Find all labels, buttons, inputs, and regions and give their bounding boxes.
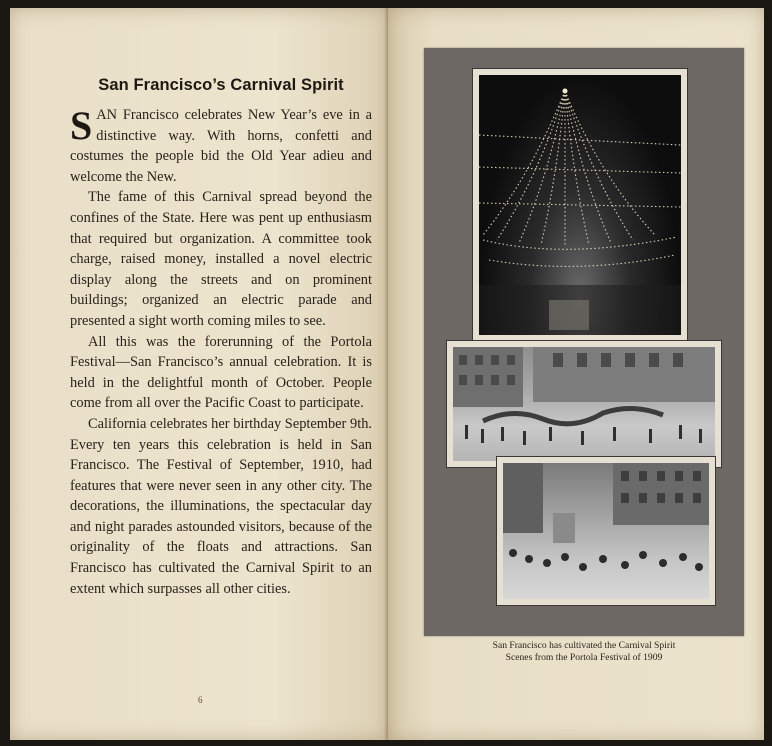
night-illumination-image (479, 75, 681, 335)
photo-crowd-procession (496, 456, 716, 606)
photo-night-illumination (472, 68, 688, 342)
paragraph-2: The fame of this Carnival spread beyond the confines of the State. Here was pent up enthusiasm that required but organization. A committee took charge, raised money, installed a novel electric display along the streets and on prominent buildings; organized an electric parade and presented a sight worth coming miles to see. (70, 189, 372, 329)
paragraph-1-text: AN Francisco celebrates New Year’s eve in a distinctive way. With horns, confetti and costumes the people bid the Old Year adieu and welcome the New. (70, 107, 372, 185)
paragraph-4: California celebrates her birthday September 9th. Every ten years this celebration is held in San Francisco. The Festival of September, 1910, had features that were never seen in any other city. The decorations, the illuminations, the spectacular day and night parades astounded visitors, because of the originality of the floats and attractions. San Francisco has cultivated the Carnival Spirit to an extent which surpasses all other cities. (70, 415, 372, 597)
light-tower-drawing (479, 75, 681, 335)
crowd-procession-image (503, 463, 709, 599)
caption-line-2: Scenes from the Portola Festival of 1909 (505, 652, 663, 663)
caption-line-1: San Francisco has cultivated the Carnival Spirit (492, 640, 676, 651)
photo-caption (424, 640, 744, 664)
drop-cap: S (70, 103, 93, 148)
photo-street-parade (446, 340, 722, 468)
left-page (10, 8, 388, 740)
photo-plate (424, 48, 744, 636)
right-page (388, 8, 764, 740)
paragraph-1 (70, 105, 372, 187)
street-scene-drawing (453, 347, 715, 461)
street-parade-image (453, 347, 715, 461)
crowd-scene-drawing (503, 463, 709, 599)
article (70, 76, 372, 599)
page-number: 6 (198, 695, 203, 705)
article-title: San Francisco’s Carnival Spirit (98, 76, 344, 94)
paragraph-3: All this was the forerunning of the Portola Festival—San Francisco’s annual celebration. It is held in the delightful month of October. People come from all over the Pacific Coast to participate. (70, 333, 372, 412)
